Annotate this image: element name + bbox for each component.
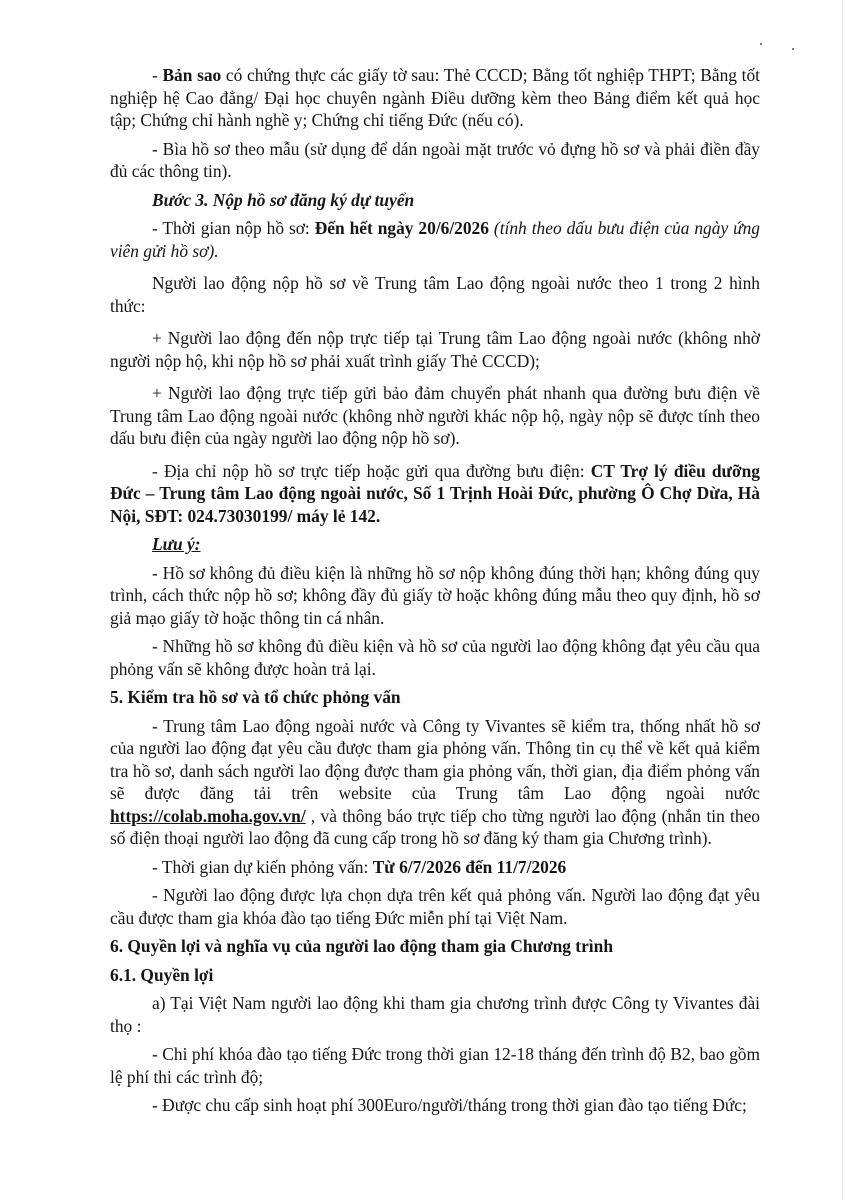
- submit-direct: + Người lao động đến nộp trực tiếp tại Trung tâm Lao động ngoài nước (không nhờ người nộp hộ, khi nộp hồ sơ phải xuất trình giấy Thẻ CCCD);: [110, 328, 760, 371]
- submit-post: + Người lao động trực tiếp gửi bảo đảm chuyển phát nhanh qua đường bưu điện về Trung tâm Lao động ngoài nước (không nhờ người khác nộp hộ, ngày nộp sẽ được tính theo dấu bưu điện của ngày người lao động nộp hồ sơ).: [110, 383, 760, 448]
- section-5-title: 5. Kiểm tra hồ sơ và tổ chức phỏng vấn: [110, 687, 401, 707]
- submit-intro: Người lao động nộp hồ sơ về Trung tâm Lao động ngoài nước theo 1 trong 2 hình thức:: [110, 273, 760, 316]
- note-1: - Hồ sơ không đủ điều kiện là những hồ sơ nộp không đúng thời hạn; không đúng quy trình, cách thức nộp hồ sơ; không đầy đủ giấy tờ hoặc không đúng mẫu theo quy định, hồ sơ giả mạo giấy tờ hoặc thông tin cá nhân.: [110, 562, 760, 628]
- interview-label: - Thời gian dự kiến phỏng vấn:: [152, 856, 373, 877]
- address-label: - Địa chỉ nộp hồ sơ trực tiếp hoặc gửi qua đường bưu điện:: [152, 460, 591, 481]
- deadline-value: Đến hết ngày 20/6/2026: [314, 218, 489, 238]
- step3-title: [110, 189, 760, 212]
- scan-speck: [792, 48, 794, 50]
- deadline-note: (tính theo dấu bưu điện của ngày ứng viên gửi hồ sơ).: [110, 218, 760, 261]
- step3-title-text: Bước 3. Nộp hồ sơ đăng ký dự tuyển: [152, 189, 415, 210]
- note-title-text: Lưu ý:: [152, 534, 201, 554]
- copies-paragraph: - Bản sao có chứng thực các giấy tờ sau: Thẻ CCCD; Bằng tốt nghiệp THPT; Bằng tốt nghiệp hệ Cao đẳng/ Đại học chuyên ngành Điều dưỡng kèm theo Bảng điểm kết quả học tập; Chứng chỉ hành nghề y; Chứng chỉ tiếng Đức (nếu có).: [110, 65, 760, 130]
- deadline-paragraph: [110, 217, 760, 262]
- interview-paragraph: [110, 856, 760, 879]
- section-5-paragraph-1: [110, 715, 760, 850]
- copies-text: có chứng thực các giấy tờ sau: Thẻ CCCD; Bằng tốt nghiệp THPT; Bằng tốt nghiệp hệ Cao đẳng/ Đại học chuyên ngành Điều dưỡng kèm theo Bảng điểm kết quả học tập; Chứng chỉ hành nghề y; Chứng chỉ tiếng Đức (nếu có).: [110, 65, 760, 130]
- note-2: - Những hồ sơ không đủ điều kiện và hồ sơ của người lao động không đạt yêu cầu qua phỏng vấn sẽ không được hoàn trả lại.: [110, 636, 760, 679]
- section-6-1-a2: - Được chu cấp sinh hoạt phí 300Euro/người/tháng trong thời gian đào tạo tiếng Đức;: [152, 1095, 747, 1115]
- copies-label: Bản sao: [162, 65, 222, 85]
- section-6-1-a1: - Chi phí khóa đào tạo tiếng Đức trong thời gian 12-18 tháng đến trình độ B2, bao gồm lệ phí thi các trình độ;: [110, 1044, 760, 1087]
- section-5-text-b: , và thông báo trực tiếp cho từng người lao động (nhắn tin theo số điện thoại người lao động đã cung cấp trong hồ sơ đăng ký tham gia Chương trình).: [110, 805, 760, 848]
- section-5-text-a: - Trung tâm Lao động ngoài nước và Công ty Vivantes sẽ kiểm tra, thống nhất hồ sơ của người lao động đạt yêu cầu được tham gia phỏng vấn. Thông tin cụ thể về kết quả kiểm tra hồ sơ, danh sách người lao động được tham gia phỏng vấn, thời gian, địa điểm phỏng vấn sẽ được đăng tải trên website của Trung tâm Lao động ngoài nước: [110, 715, 760, 803]
- address-value: CT Trợ lý điều dưỡng Đức – Trung tâm Lao động ngoài nước, Số 1 Trịnh Hoài Đức, phường Ô Chợ Dừa, Hà Nội, SĐT: 024.73030199/ máy lẻ 142.: [110, 460, 760, 526]
- note-title: [110, 533, 760, 556]
- interview-value: Từ 6/7/2026 đến 11/7/2026: [372, 856, 567, 877]
- address-paragraph: [110, 460, 760, 528]
- deadline-label: - Thời gian nộp hồ sơ:: [152, 218, 315, 238]
- document-page: [110, 64, 760, 1117]
- section-6-1-a: a) Tại Việt Nam người lao động khi tham gia chương trình được Công ty Vivantes đài thọ :: [110, 993, 760, 1036]
- section-5-paragraph-3: - Người lao động được lựa chọn dựa trên kết quả phỏng vấn. Người lao động đạt yêu cầu được tham gia khóa đào tạo tiếng Đức miễn phí tại Việt Nam.: [110, 885, 760, 928]
- section-6-title: 6. Quyền lợi và nghĩa vụ của người lao động tham gia Chương trình: [110, 936, 613, 956]
- website-link[interactable]: https://colab.moha.gov.vn/: [110, 805, 306, 826]
- page-edge-shadow: [842, 0, 843, 1200]
- section-6-1-title: 6.1. Quyền lợi: [110, 964, 214, 985]
- scan-speck: [760, 43, 762, 45]
- cover-paragraph: - Bìa hồ sơ theo mẫu (sử dụng để dán ngoài mặt trước vỏ đựng hồ sơ và phải điền đầy đủ các thông tin).: [110, 138, 760, 181]
